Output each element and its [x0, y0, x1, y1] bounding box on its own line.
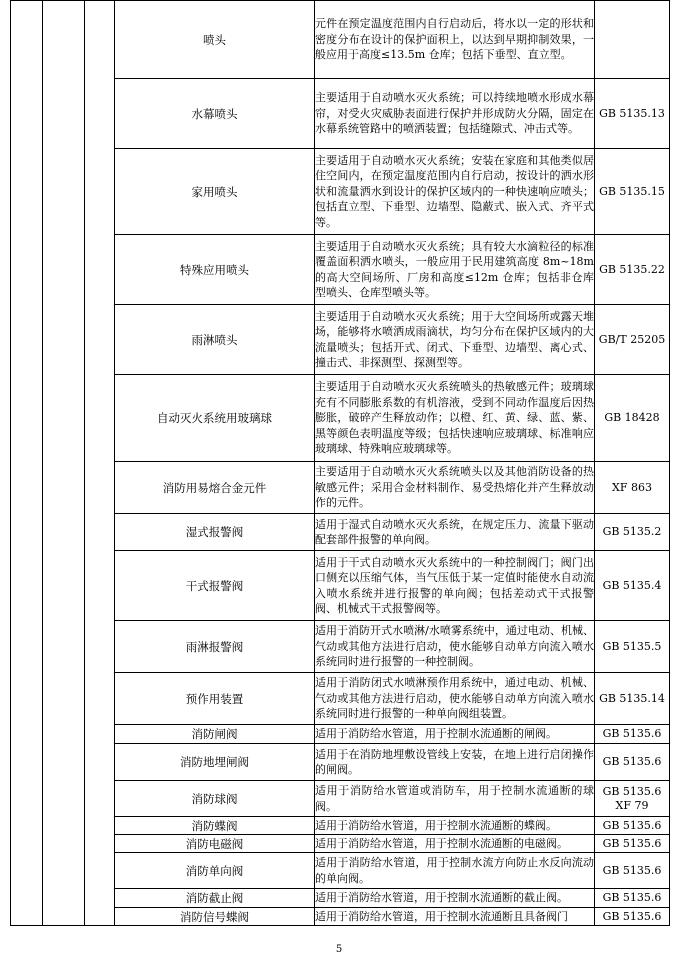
category-col-3 [85, 1, 115, 926]
standard-code: GB 5135.6 [595, 908, 670, 926]
product-name: 消防地埋闸阀 [115, 744, 315, 781]
standard-code: GB 5135.14 [595, 673, 670, 725]
product-description: 主要适用于自动喷水灭火系统；具有较大水滴粒径的标准覆盖面积洒水喷头，一般应用于民用建筑高度 8m~18m 的高大空间场所、厂房和高度≤12m 仓库；包括非仓库型喷头、仓库型喷头等。 [315, 235, 595, 305]
product-name: 特殊应用喷头 [115, 235, 315, 305]
standard-code: GB 5135.22 [595, 235, 670, 305]
standard-code: GB 5135.6 [595, 744, 670, 781]
product-description: 主要适用于自动喷水灭火系统；可以持续地喷水形成水幕帘，对受火灾威胁表面进行保护并形成防火分隔，固定在水幕系统管路中的喷洒装置；包括缝隙式、冲击式等。 [315, 79, 595, 149]
product-name: 消防单向阀 [115, 853, 315, 889]
standard-code: GB/T 25205 [595, 305, 670, 375]
product-name: 自动灭火系统用玻璃球 [115, 375, 315, 462]
product-description: 适用于消防给水管道，用于控制水流通断的截止阀。 [315, 889, 595, 908]
product-name: 消防电磁阀 [115, 835, 315, 853]
standard-code: GB 5135.15 [595, 149, 670, 235]
product-description: 主要适用于自动喷水灭火系统；安装在家庭和其他类似居住空间内，在预定温度范围内自行启动，按设计的洒水形状和流量洒水到设计的保护区域内的一种快速响应喷头；包括直立型、下垂型、边墙型、隐蔽式、嵌入式、齐平式等。 [315, 149, 595, 235]
product-description: 适用于消防给水管道，用于控制水流通断的闸阀。 [315, 725, 595, 744]
product-name: 喷头 [115, 1, 315, 79]
standard-code: GB 5135.2 [595, 514, 670, 551]
product-description: 适用于消防给水管道或消防车，用于控制水流通断的球阀。 [315, 781, 595, 817]
product-description: 适用于在消防地埋敷设管线上安装，在地上进行启闭操作的闸阀。 [315, 744, 595, 781]
product-description: 主要适用于自动喷水灭火系统喷头以及其他消防设备的热敏感元件；采用合金材料制作、易受热熔化并产生释放动作的元件。 [315, 462, 595, 514]
product-description: 主要适用于自动喷水灭火系统喷头的热敏感元件；玻璃球充有不同膨胀系数的有机溶液，受到不同动作温度后因热膨胀，破碎产生释放动作；以橙、红、黄、绿、蓝、紫、黑等颜色表明温度等级；包括快速响应玻璃球、标准响应玻璃球、特殊响应玻璃球等。 [315, 375, 595, 462]
product-name: 消防截止阀 [115, 889, 315, 908]
product-name: 消防球阀 [115, 781, 315, 817]
product-description: 主要适用于自动喷水灭火系统；用于大空间场所或露天堆场，能够将水喷洒成雨滴状，均匀分布在保护区域内的大流量喷头；包括开式、闭式、下垂型、边墙型、离心式、撞击式、非探测型、探测型等。 [315, 305, 595, 375]
product-name: 湿式报警阀 [115, 514, 315, 551]
standard-code: GB 5135.6 [595, 817, 670, 835]
product-name: 消防闸阀 [115, 725, 315, 744]
product-name: 消防信号蝶阀 [115, 908, 315, 926]
page-number: 5 [335, 944, 343, 955]
product-name: 雨淋报警阀 [115, 621, 315, 673]
product-description: 元件在预定温度范围内自行启动后，将水以一定的形状和密度分布在设计的保护面积上，以达到早期抑制效果，一般应用于高度≤13.5m 仓库；包括下垂型、直立型。 [315, 1, 595, 79]
product-name: 水幕喷头 [115, 79, 315, 149]
product-name: 消防用易熔合金元件 [115, 462, 315, 514]
table-row [11, 1, 670, 79]
standard-code: GB 5135.4 [595, 551, 670, 621]
product-description: 适用于消防开式水喷淋/水喷雾系统中，通过电动、机械、气动或其他方法进行启动，使水能够自动单方向流入喷水系统同时进行报警的一种控制阀。 [315, 621, 595, 673]
product-name: 干式报警阀 [115, 551, 315, 621]
standard-code: GB 5135.13 [595, 79, 670, 149]
product-description: 适用于消防闭式水喷淋预作用系统中，通过电动、机械、气动或其他方法进行启动，使水能够自动单方向流入喷水系统同时进行报警的一种单向阀组装置。 [315, 673, 595, 725]
standard-code: GB 5135.5 [595, 621, 670, 673]
product-description: 适用于干式自动喷水灭火系统中的一种控制阀门；阀门出口侧充以压缩气体，当气压低于某一定值时能使水自动流入喷水系统并进行报警的单向阀；包括差动式干式报警阀、机械式干式报警阀等。 [315, 551, 595, 621]
standard-code: GB 5135.6 XF 79 [595, 781, 670, 817]
product-name: 雨淋喷头 [115, 305, 315, 375]
product-name: 消防蝶阀 [115, 817, 315, 835]
product-description: 适用于消防给水管道，用于控制水流方向防止水反向流动的单向阀。 [315, 853, 595, 889]
product-description: 适用于消防给水管道，用于控制水流通断的电磁阀。 [315, 835, 595, 853]
product-description: 适用于消防给水管道，用于控制水流通断且具备阀门 [315, 908, 595, 926]
table-body [11, 1, 670, 926]
product-description: 适用于湿式自动喷水灭火系统，在规定压力、流量下驱动配套部件报警的单向阀。 [315, 514, 595, 551]
spec-table [10, 0, 670, 926]
product-name: 家用喷头 [115, 149, 315, 235]
standard-code: GB 5135.6 [595, 835, 670, 853]
product-description: 适用于消防给水管道，用于控制水流通断的蝶阀。 [315, 817, 595, 835]
standard-code [595, 1, 670, 79]
category-col-1 [11, 1, 43, 926]
standard-code: GB 5135.6 [595, 725, 670, 744]
category-col-2 [43, 1, 85, 926]
standard-code: XF 863 [595, 462, 670, 514]
standard-code: GB 5135.6 [595, 853, 670, 889]
product-name: 预作用装置 [115, 673, 315, 725]
standard-code: GB 5135.6 [595, 889, 670, 908]
standard-code: GB 18428 [595, 375, 670, 462]
